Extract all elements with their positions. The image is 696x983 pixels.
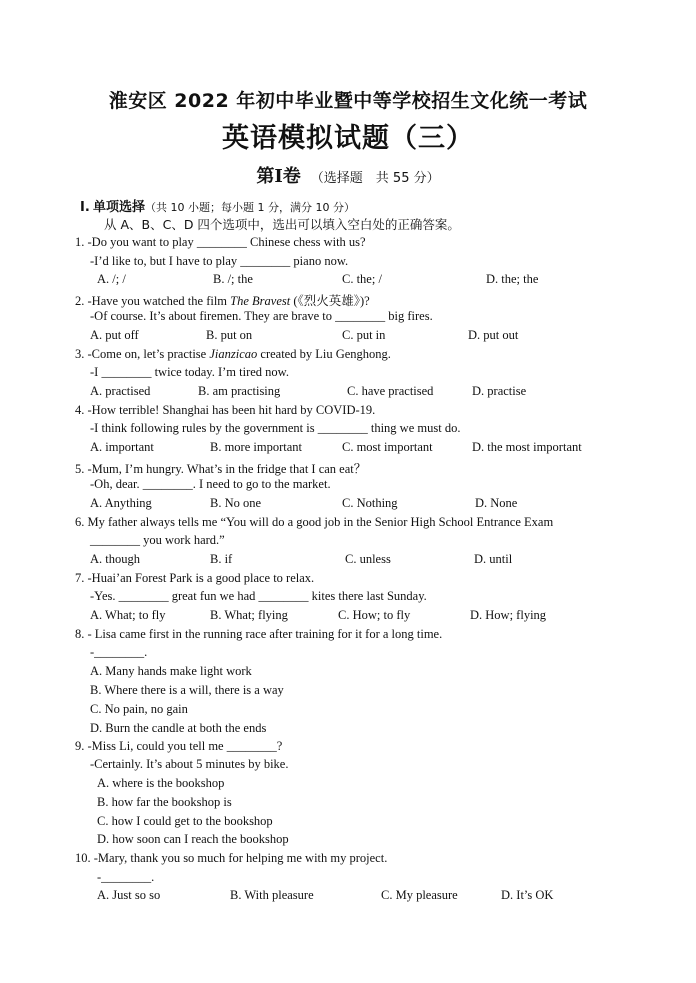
question-8-option-a: A. Many hands make light work <box>90 664 252 678</box>
question-1-line-2: -I’d like to, but I have to play ________ piano now. <box>90 254 349 268</box>
question-4-option-d: D. the most important <box>472 440 582 454</box>
question-2-line-2: -Of course. It’s about firemen. They are brave to ________ big fires. <box>90 309 433 323</box>
question-7-line-2: -Yes. ________ great fun we had ________ kites there last Sunday. <box>90 589 427 603</box>
question-7-option-d: D. How; flying <box>470 608 547 622</box>
question-7-option-a: A. What; to fly <box>90 608 166 622</box>
question-3-option-a: A. practised <box>90 384 151 398</box>
question-9-line-2: -Certainly. It’s about 5 minutes by bike. <box>90 757 289 771</box>
question-3-option-b: B. am practising <box>198 384 281 398</box>
question-3-line-2: -I ________ twice today. I’m tired now. <box>90 365 290 379</box>
question-10-option-a: A. Just so so <box>97 888 161 902</box>
question-9-line-1: 9. -Miss Li, could you tell me ________? <box>75 739 283 753</box>
question-8-option-d: D. Burn the candle at both the ends <box>90 721 267 735</box>
question-6-option-c: C. unless <box>345 552 391 566</box>
question-6-option-a: A. though <box>90 552 140 566</box>
question-4-line-2: -I think following rules by the government is ________ thing we must do. <box>90 421 461 435</box>
question-5-line-1: 5. -Mum, I’m hungry. What’s in the fridge that I can eat？ <box>75 462 367 476</box>
exercise-name: Jianzicao <box>209 347 258 361</box>
exam-title: 淮安区 2022 年初中毕业暨中等学校招生文化统一考试 <box>108 90 588 112</box>
question-5-option-c: C. Nothing <box>342 496 398 510</box>
question-8-option-b: B. Where there is a will, there is a way <box>90 683 284 697</box>
question-1-line-1: 1. -Do you want to play ________ Chinese chess with us? <box>75 235 366 249</box>
question-8-option-c: C. No pain, no gain <box>90 702 188 716</box>
question-10-option-d: D. It’s OK <box>501 888 554 902</box>
question-5-option-a: A. Anything <box>90 496 152 510</box>
question-2-option-c: C. put in <box>342 328 386 342</box>
question-4-option-c: C. most important <box>342 440 433 454</box>
question-10-option-b: B. With pleasure <box>230 888 314 902</box>
exam-subtitle: 英语模拟试题（三） <box>222 123 474 154</box>
question-4-option-b: B. more important <box>210 440 302 454</box>
question-2-option-b: B. put on <box>206 328 253 342</box>
question-5-option-b: B. No one <box>210 496 262 510</box>
question-7-option-c: C. How; to fly <box>338 608 411 622</box>
question-1-option-d: D. the; the <box>486 272 539 286</box>
question-8-line-2: -________. <box>90 645 148 659</box>
section-number: Ⅰ. <box>80 200 90 215</box>
question-6-line-2: ________ you work hard.” <box>90 533 225 547</box>
question-4-option-a: A. important <box>90 440 154 454</box>
question-1-option-a: A. /; / <box>97 272 126 286</box>
section-heading <box>80 196 355 215</box>
question-1-option-b: B. /; the <box>213 272 253 286</box>
question-3-text: 3. -Come on, let’s practise <box>75 347 210 361</box>
question-3-option-c: C. have practised <box>347 384 434 398</box>
question-10-line-2: -________. <box>97 870 155 884</box>
question-9-option-b: B. how far the bookshop is <box>97 795 232 809</box>
question-9-option-c: C. how I could get to the bookshop <box>97 814 273 828</box>
question-6-line-1: 6. My father always tells me “You will do a good job in the Senior High School Entrance Exam <box>75 515 554 529</box>
question-3-text-end: created by Liu Genghong. <box>257 347 391 361</box>
question-6-option-d: D. until <box>474 552 513 566</box>
question-2-line-1 <box>75 291 370 309</box>
question-8-line-1: 8. - Lisa came first in the running race after training for it for a long time. <box>75 627 443 641</box>
question-2-option-d: D. put out <box>468 328 519 342</box>
question-4-line-1: 4. -How terrible! Shanghai has been hit hard by COVID-19. <box>75 403 376 417</box>
question-2-option-a: A. put off <box>90 328 139 342</box>
film-title: The Bravest <box>230 294 291 308</box>
question-10-option-c: C. My pleasure <box>381 888 458 902</box>
question-5-option-d: D. None <box>475 496 518 510</box>
section-title: 单项选择 <box>93 200 146 215</box>
part-label: 第Ⅰ卷 <box>256 166 301 186</box>
question-3-option-d: D. practise <box>472 384 527 398</box>
question-9-option-a: A. where is the bookshop <box>97 776 225 790</box>
part-heading <box>0 162 696 188</box>
question-10-line-1: 10. -Mary, thank you so much for helping me with my project. <box>75 851 388 865</box>
question-6-option-b: B. if <box>210 552 233 566</box>
part-note: （选择题 共 55 分） <box>310 171 440 186</box>
question-2-text-end: (《烈火英雄》)? <box>290 294 370 308</box>
question-1-option-c: C. the; / <box>342 272 382 286</box>
question-2-text: 2. -Have you watched the film <box>75 294 231 308</box>
question-9-option-d: D. how soon can I reach the bookshop <box>97 832 289 846</box>
section-note: （共 10 小题；每小题 1 分，满分 10 分） <box>145 201 356 214</box>
question-3-line-1 <box>75 347 391 362</box>
question-7-line-1: 7. -Huai’an Forest Park is a good place to relax. <box>75 571 315 585</box>
question-7-option-b: B. What; flying <box>210 608 288 622</box>
question-5-line-2: -Oh, dear. ________. I need to go to the market. <box>90 477 331 491</box>
section-instruction: 从 A、B、C、D 四个选项中，选出可以填入空白处的正确答案。 <box>104 217 460 232</box>
